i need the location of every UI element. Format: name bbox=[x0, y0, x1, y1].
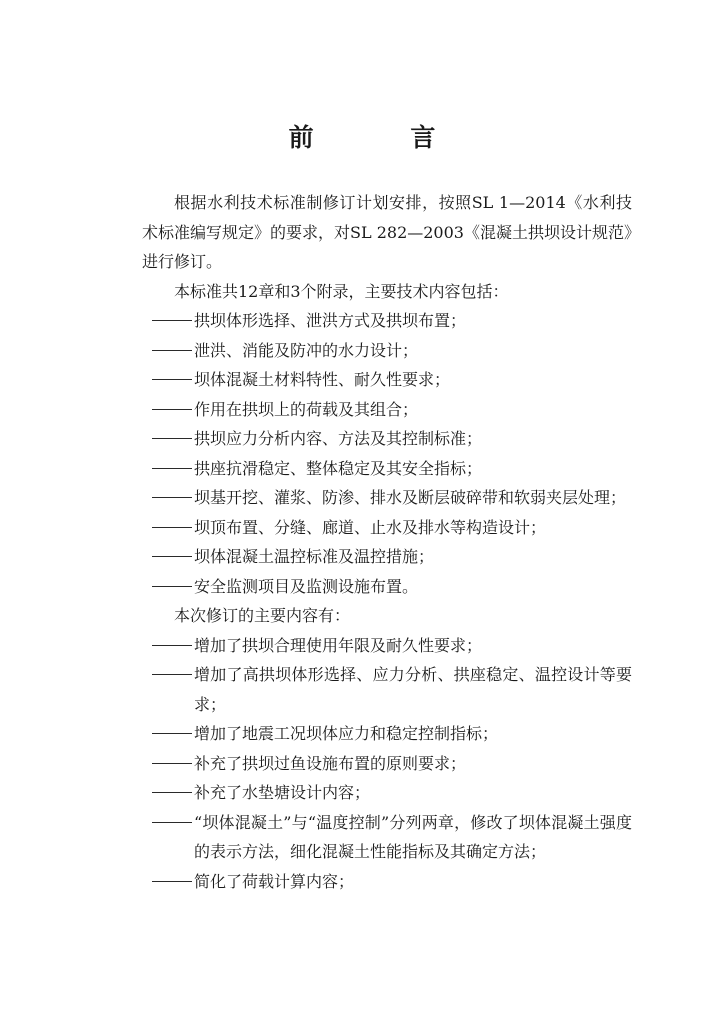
dash-mark bbox=[152, 497, 192, 498]
scope-item-text: 拱坝应力分析内容、方法及其控制标准； bbox=[194, 429, 483, 448]
dash-mark bbox=[152, 350, 192, 351]
revision-item-text: 简化了荷载计算内容； bbox=[194, 871, 355, 891]
revision-heading: 本次修订的主要内容有： bbox=[174, 606, 351, 625]
dash-mark bbox=[152, 674, 192, 675]
dash-mark bbox=[152, 320, 192, 321]
revision-item-text: 补充了拱坝过鱼设施布置的原则要求； bbox=[194, 753, 467, 773]
page-title: 前 言 bbox=[288, 123, 480, 152]
dash-mark bbox=[152, 468, 192, 469]
scope-heading: 本标准共12章和3个附录，主要技术内容包括： bbox=[174, 281, 509, 301]
dash-mark bbox=[152, 881, 192, 882]
scope-item bbox=[142, 395, 632, 425]
dash-mark bbox=[152, 733, 192, 734]
revision-item-text: 补充了水垫塘设计内容； bbox=[194, 783, 371, 802]
scope-item bbox=[142, 365, 632, 395]
revision-list bbox=[142, 631, 632, 897]
scope-item bbox=[142, 306, 632, 336]
revision-item-text: 增加了地震工况坝体应力和稳定控制指标； bbox=[194, 724, 499, 743]
revision-item bbox=[142, 778, 632, 808]
scope-item bbox=[142, 572, 632, 602]
scope-item bbox=[142, 424, 632, 454]
scope-item-text: 坝体混凝土材料特性、耐久性要求； bbox=[194, 370, 451, 389]
scope-item-text: 作用在拱坝上的荷载及其组合； bbox=[194, 399, 419, 419]
scope-item bbox=[142, 336, 632, 366]
scope-item bbox=[142, 542, 632, 572]
revision-item bbox=[142, 660, 632, 719]
revision-item-text: 增加了拱坝合理使用年限及耐久性要求； bbox=[194, 635, 483, 655]
dash-mark bbox=[152, 527, 192, 528]
dash-mark bbox=[152, 409, 192, 410]
scope-item-text: 拱坝体形选择、泄洪方式及拱坝布置； bbox=[194, 311, 467, 330]
intro-paragraph: 根据水利技术标准制修订计划安排，按照SL 1—2014《水利技术标准编写规定》的要求，对SL 282—2003《混凝土拱坝设计规范》进行修订。 bbox=[142, 193, 632, 271]
revision-item-text: “坝体混凝土”与“温度控制”分列两章，修改了坝体混凝土强度的表示方法，细化混凝土性能指标及其确定方法； bbox=[194, 812, 632, 861]
scope-item-text: 坝体混凝土温控标准及温控措施； bbox=[194, 547, 435, 566]
scope-item-text: 拱座抗滑稳定、整体稳定及其安全指标； bbox=[194, 458, 483, 478]
scope-item-text: 坝顶布置、分缝、廊道、止水及排水等构造设计； bbox=[194, 517, 547, 537]
dash-mark bbox=[152, 792, 192, 793]
dash-mark bbox=[152, 438, 192, 439]
dash-mark bbox=[152, 763, 192, 764]
dash-mark bbox=[152, 556, 192, 557]
dash-mark bbox=[152, 586, 192, 587]
scope-item-text: 安全监测项目及监测设施布置。 bbox=[194, 576, 419, 596]
scope-list bbox=[142, 306, 632, 601]
dash-mark bbox=[152, 822, 192, 823]
revision-item bbox=[142, 749, 632, 779]
scope-item-text: 泄洪、消能及防冲的水力设计； bbox=[194, 340, 419, 360]
dash-mark bbox=[152, 645, 192, 646]
dash-mark bbox=[152, 379, 192, 380]
preface-body bbox=[142, 188, 632, 896]
revision-item bbox=[142, 719, 632, 749]
scope-item bbox=[142, 513, 632, 543]
scope-item-text: 坝基开挖、灌浆、防渗、排水及断层破碎带和软弱夹层处理； bbox=[194, 488, 627, 507]
revision-item bbox=[142, 631, 632, 661]
revision-item-text: 增加了高拱坝体形选择、应力分析、拱座稳定、温控设计等要求； bbox=[194, 665, 632, 714]
scope-item bbox=[142, 454, 632, 484]
scope-item bbox=[142, 483, 632, 513]
revision-item bbox=[142, 867, 632, 897]
revision-item bbox=[142, 808, 632, 867]
